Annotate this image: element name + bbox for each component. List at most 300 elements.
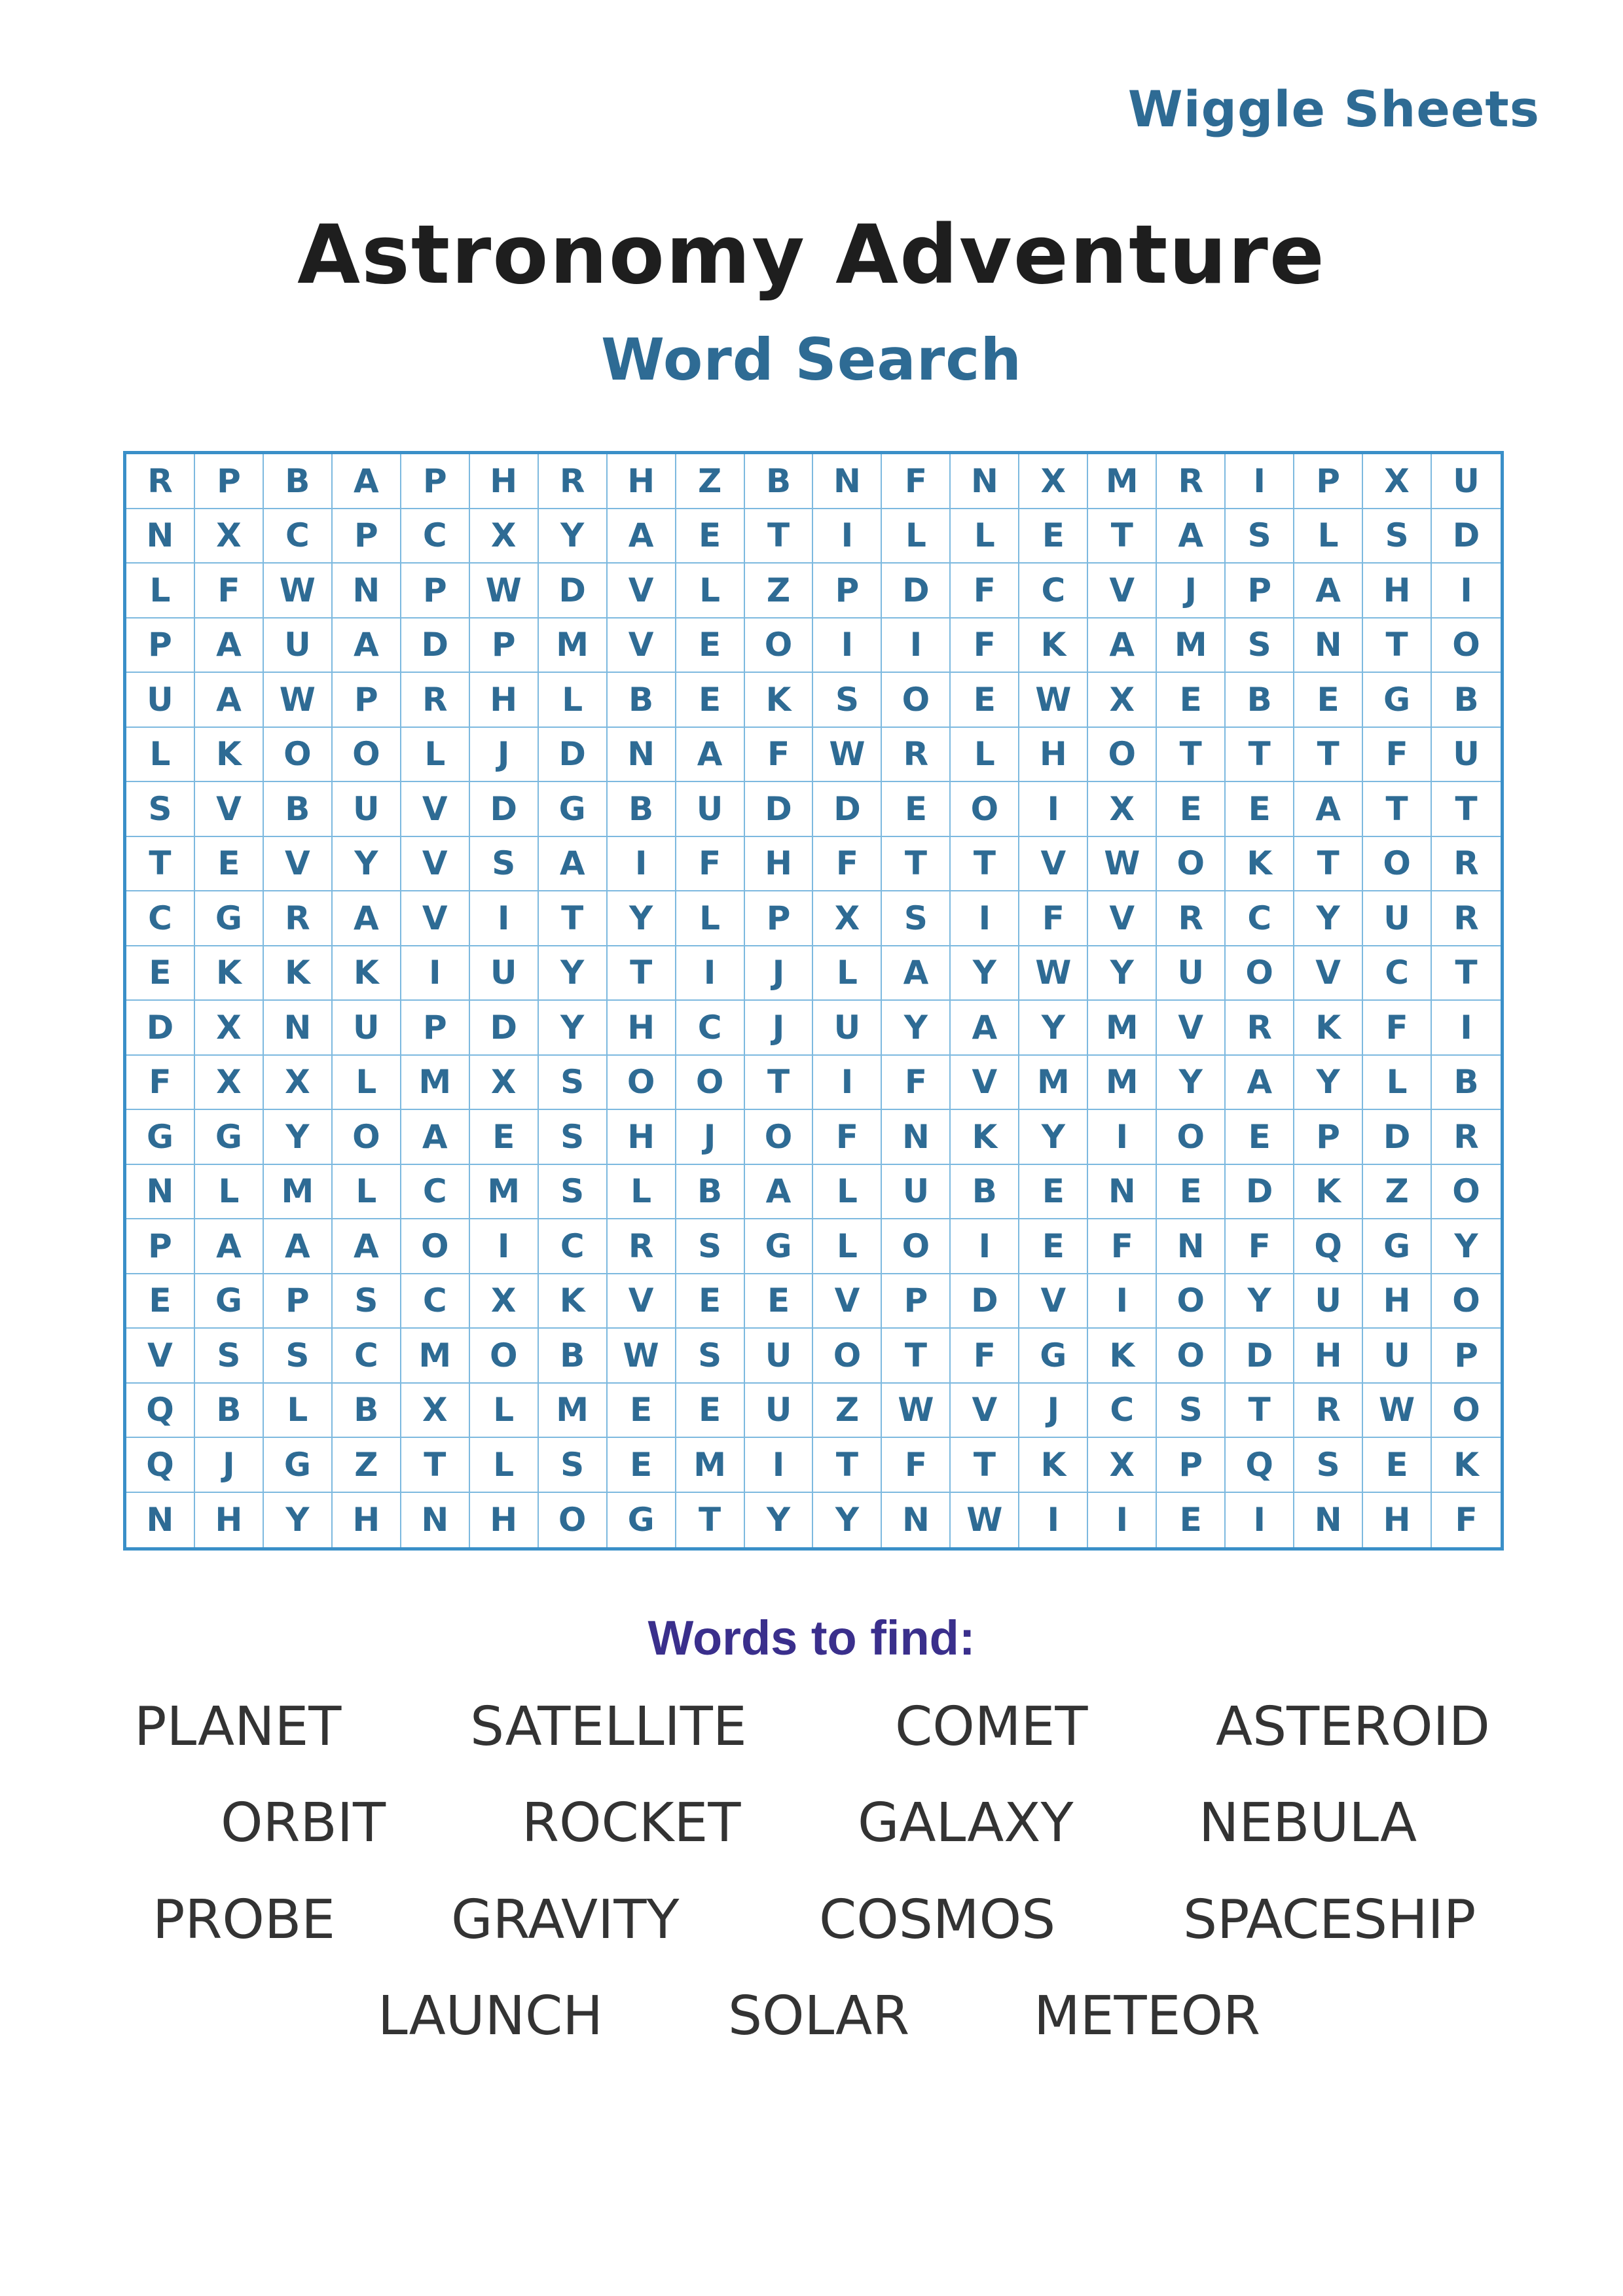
grid-cell: W	[813, 728, 882, 783]
grid-cell: N	[813, 454, 882, 509]
grid-cell: W	[264, 564, 333, 619]
grid-cell: N	[401, 1493, 470, 1548]
grid-cell: S	[1226, 509, 1294, 564]
grid-cell: O	[1432, 1165, 1501, 1220]
grid-cell: O	[1157, 1329, 1226, 1384]
grid-cell: N	[333, 564, 401, 619]
grid-cell: D	[470, 782, 539, 837]
grid-cell: O	[608, 1056, 676, 1111]
grid-cell: M	[1157, 619, 1226, 673]
grid-cell: Y	[608, 891, 676, 946]
grid-cell: M	[1019, 1056, 1088, 1111]
grid-cell: Y	[539, 1001, 608, 1056]
grid-cell: Y	[1019, 1110, 1088, 1165]
grid-cell: R	[126, 454, 195, 509]
grid-cell: P	[126, 1219, 195, 1274]
grid-cell: E	[1157, 1165, 1226, 1220]
grid-cell: H	[608, 454, 676, 509]
grid-cell: X	[470, 509, 539, 564]
grid-cell: O	[745, 619, 814, 673]
grid-cell: L	[882, 509, 951, 564]
grid-cell: N	[951, 454, 1019, 509]
grid-cell: A	[333, 891, 401, 946]
grid-cell: G	[1363, 673, 1432, 728]
grid-cell: E	[1157, 673, 1226, 728]
grid-cell: X	[470, 1274, 539, 1329]
grid-cell: K	[539, 1274, 608, 1329]
grid-cell: S	[333, 1274, 401, 1329]
grid-cell: A	[333, 454, 401, 509]
grid-cell: L	[126, 564, 195, 619]
word-item: SPACESHIP	[1183, 1889, 1476, 1951]
word-item: ROCKET	[522, 1792, 741, 1854]
grid-cell: V	[608, 1274, 676, 1329]
grid-cell: W	[1088, 837, 1157, 892]
grid-cell: W	[1363, 1384, 1432, 1439]
grid-cell: G	[745, 1219, 814, 1274]
grid-cell: V	[195, 782, 264, 837]
grid-cell: G	[195, 1274, 264, 1329]
grid-cell: L	[608, 1165, 676, 1220]
grid-cell: C	[401, 509, 470, 564]
grid-cell: I	[813, 1056, 882, 1111]
grid-cell: N	[1294, 1493, 1363, 1548]
grid-cell: P	[1226, 564, 1294, 619]
grid-cell: E	[676, 1274, 745, 1329]
grid-cell: Q	[126, 1438, 195, 1493]
grid-cell: N	[264, 1001, 333, 1056]
grid-cell: V	[264, 837, 333, 892]
grid-cell: Q	[1294, 1219, 1363, 1274]
grid-cell: F	[813, 837, 882, 892]
grid-cell: U	[745, 1329, 814, 1384]
grid-cell: J	[1019, 1384, 1088, 1439]
grid-cell: M	[1088, 1001, 1157, 1056]
grid-cell: X	[1363, 454, 1432, 509]
grid-cell: G	[195, 891, 264, 946]
grid-cell: A	[1226, 1056, 1294, 1111]
grid-cell: H	[470, 1493, 539, 1548]
word-item: PROBE	[153, 1889, 336, 1951]
grid-cell: O	[1226, 946, 1294, 1001]
grid-cell: E	[676, 619, 745, 673]
grid-cell: Y	[539, 509, 608, 564]
grid-cell: E	[745, 1274, 814, 1329]
grid-cell: G	[1019, 1329, 1088, 1384]
grid-cell: K	[1294, 1165, 1363, 1220]
grid-cell: F	[195, 564, 264, 619]
grid-cell: K	[1019, 619, 1088, 673]
grid-cell: T	[1088, 509, 1157, 564]
grid-cell: K	[264, 946, 333, 1001]
word-item: COSMOS	[819, 1889, 1056, 1951]
grid-cell: D	[539, 728, 608, 783]
grid-cell: E	[1363, 1438, 1432, 1493]
grid-cell: H	[1363, 1493, 1432, 1548]
grid-cell: T	[745, 509, 814, 564]
grid-cell: D	[813, 782, 882, 837]
grid-cell: A	[333, 619, 401, 673]
grid-cell: O	[1088, 728, 1157, 783]
grid-cell: O	[1432, 1384, 1501, 1439]
grid-cell: C	[126, 891, 195, 946]
grid-cell: L	[813, 1165, 882, 1220]
grid-cell: X	[264, 1056, 333, 1111]
grid-cell: C	[1363, 946, 1432, 1001]
grid-cell: R	[1226, 1001, 1294, 1056]
grid-cell: H	[470, 454, 539, 509]
grid-cell: L	[1294, 509, 1363, 564]
grid-cell: D	[1432, 509, 1501, 564]
grid-cell: P	[1432, 1329, 1501, 1384]
grid-cell: B	[264, 782, 333, 837]
grid-cell: J	[470, 728, 539, 783]
grid-cell: T	[1157, 728, 1226, 783]
grid-cell: K	[1432, 1438, 1501, 1493]
grid-cell: K	[745, 673, 814, 728]
grid-cell: T	[882, 837, 951, 892]
grid-cell: X	[470, 1056, 539, 1111]
grid-cell: A	[539, 837, 608, 892]
grid-cell: U	[676, 782, 745, 837]
grid-cell: M	[539, 1384, 608, 1439]
grid-cell: F	[951, 619, 1019, 673]
grid-cell: Y	[1294, 1056, 1363, 1111]
grid-cell: F	[745, 728, 814, 783]
grid-cell: R	[401, 673, 470, 728]
grid-cell: F	[1363, 728, 1432, 783]
grid-cell: W	[882, 1384, 951, 1439]
grid-cell: E	[676, 509, 745, 564]
grid-cell: Y	[333, 837, 401, 892]
grid-cell: G	[195, 1110, 264, 1165]
grid-cell: X	[195, 1056, 264, 1111]
grid-cell: V	[608, 619, 676, 673]
grid-cell: J	[1157, 564, 1226, 619]
grid-cell: G	[608, 1493, 676, 1548]
grid-cell: H	[608, 1110, 676, 1165]
grid-cell: F	[1088, 1219, 1157, 1274]
grid-cell: I	[676, 946, 745, 1001]
grid-cell: D	[745, 782, 814, 837]
grid-cell: W	[470, 564, 539, 619]
grid-cell: S	[539, 1056, 608, 1111]
grid-cell: D	[539, 564, 608, 619]
grid-cell: O	[676, 1056, 745, 1111]
grid-cell: P	[1294, 454, 1363, 509]
grid-cell: S	[126, 782, 195, 837]
grid-cell: O	[1432, 619, 1501, 673]
grid-cell: D	[1226, 1329, 1294, 1384]
word-item: ASTEROID	[1216, 1696, 1490, 1758]
grid-cell: S	[539, 1438, 608, 1493]
grid-cell: M	[401, 1056, 470, 1111]
grid-cell: R	[1432, 1110, 1501, 1165]
grid-cell: I	[470, 1219, 539, 1274]
grid-cell: B	[195, 1384, 264, 1439]
grid-cell: C	[1019, 564, 1088, 619]
grid-cell: O	[745, 1110, 814, 1165]
grid-cell: D	[470, 1001, 539, 1056]
grid-cell: I	[470, 891, 539, 946]
grid-cell: M	[676, 1438, 745, 1493]
grid-cell: G	[539, 782, 608, 837]
grid-cell: F	[1019, 891, 1088, 946]
grid-cell: L	[539, 673, 608, 728]
grid-cell: L	[676, 564, 745, 619]
grid-cell: A	[1088, 619, 1157, 673]
grid-cell: R	[1432, 837, 1501, 892]
grid-cell: U	[1363, 891, 1432, 946]
grid-cell: E	[1294, 673, 1363, 728]
grid-cell: P	[401, 564, 470, 619]
grid-cell: T	[1294, 728, 1363, 783]
grid-cell: F	[813, 1110, 882, 1165]
grid-cell: D	[882, 564, 951, 619]
grid-cell: P	[333, 509, 401, 564]
grid-cell: T	[1432, 782, 1501, 837]
grid-cell: B	[333, 1384, 401, 1439]
grid-cell: E	[882, 782, 951, 837]
grid-cell: E	[608, 1438, 676, 1493]
grid-cell: U	[126, 673, 195, 728]
grid-cell: U	[333, 782, 401, 837]
grid-cell: T	[126, 837, 195, 892]
grid-cell: V	[951, 1056, 1019, 1111]
grid-cell: U	[813, 1001, 882, 1056]
grid-cell: S	[470, 837, 539, 892]
grid-cell: W	[1019, 673, 1088, 728]
grid-cell: I	[1088, 1274, 1157, 1329]
grid-cell: T	[1363, 782, 1432, 837]
grid-cell: A	[401, 1110, 470, 1165]
grid-cell: V	[1157, 1001, 1226, 1056]
grid-cell: H	[333, 1493, 401, 1548]
grid-cell: P	[1157, 1438, 1226, 1493]
grid-cell: O	[882, 673, 951, 728]
grid-cell: P	[401, 1001, 470, 1056]
grid-cell: S	[1226, 619, 1294, 673]
grid-cell: H	[1363, 564, 1432, 619]
grid-cell: D	[1363, 1110, 1432, 1165]
grid-cell: V	[1294, 946, 1363, 1001]
grid-cell: O	[813, 1329, 882, 1384]
grid-cell: W	[1019, 946, 1088, 1001]
grid-cell: C	[1226, 891, 1294, 946]
grid-cell: E	[1226, 1110, 1294, 1165]
grid-cell: Y	[1432, 1219, 1501, 1274]
grid-cell: K	[1019, 1438, 1088, 1493]
grid-cell: L	[126, 728, 195, 783]
grid-cell: L	[813, 946, 882, 1001]
grid-cell: F	[1363, 1001, 1432, 1056]
grid-cell: E	[676, 673, 745, 728]
grid-cell: N	[1088, 1165, 1157, 1220]
grid-cell: P	[470, 619, 539, 673]
grid-cell: G	[126, 1110, 195, 1165]
grid-cell: V	[126, 1329, 195, 1384]
grid-cell: P	[813, 564, 882, 619]
grid-cell: M	[470, 1165, 539, 1220]
grid-cell: N	[608, 728, 676, 783]
grid-cell: O	[333, 728, 401, 783]
grid-cell: O	[951, 782, 1019, 837]
grid-cell: Y	[264, 1110, 333, 1165]
grid-cell: C	[676, 1001, 745, 1056]
grid-cell: E	[608, 1384, 676, 1439]
grid-cell: A	[1294, 564, 1363, 619]
grid-cell: T	[951, 1438, 1019, 1493]
grid-cell: A	[195, 619, 264, 673]
grid-cell: R	[1432, 891, 1501, 946]
word-search-grid	[123, 451, 1504, 1551]
grid-cell: T	[882, 1329, 951, 1384]
grid-cell: E	[951, 673, 1019, 728]
grid-cell: F	[126, 1056, 195, 1111]
grid-cell: I	[1432, 564, 1501, 619]
grid-cell: N	[1294, 619, 1363, 673]
grid-cell: N	[126, 1493, 195, 1548]
grid-cell: H	[1294, 1329, 1363, 1384]
grid-cell: O	[401, 1219, 470, 1274]
grid-cell: F	[676, 837, 745, 892]
grid-cell: I	[1088, 1110, 1157, 1165]
grid-cell: M	[401, 1329, 470, 1384]
grid-cell: S	[264, 1329, 333, 1384]
grid-cell: U	[1363, 1329, 1432, 1384]
grid-cell: V	[1019, 837, 1088, 892]
grid-cell: J	[745, 946, 814, 1001]
grid-cell: U	[1157, 946, 1226, 1001]
page-subtitle: Word Search	[600, 326, 1023, 393]
grid-cell: C	[264, 509, 333, 564]
grid-cell: I	[951, 1219, 1019, 1274]
grid-cell: T	[1294, 837, 1363, 892]
grid-cell: P	[333, 673, 401, 728]
grid-cell: O	[333, 1110, 401, 1165]
grid-cell: D	[401, 619, 470, 673]
grid-cell: U	[264, 619, 333, 673]
grid-cell: C	[539, 1219, 608, 1274]
grid-cell: B	[1432, 1056, 1501, 1111]
grid-cell: F	[1226, 1219, 1294, 1274]
grid-cell: B	[264, 454, 333, 509]
grid-cell: S	[195, 1329, 264, 1384]
grid-cell: B	[539, 1329, 608, 1384]
grid-cell: Y	[539, 946, 608, 1001]
grid-cell: V	[401, 891, 470, 946]
grid-cell: K	[333, 946, 401, 1001]
grid-cell: Y	[882, 1001, 951, 1056]
grid-cell: V	[401, 782, 470, 837]
grid-cell: R	[608, 1219, 676, 1274]
grid-cell: E	[195, 837, 264, 892]
grid-cell: Q	[1226, 1438, 1294, 1493]
grid-cell: T	[745, 1056, 814, 1111]
grid-cell: R	[1157, 454, 1226, 509]
word-item: COMET	[895, 1696, 1088, 1758]
grid-cell: J	[676, 1110, 745, 1165]
grid-cell: Y	[1294, 891, 1363, 946]
grid-cell: G	[264, 1438, 333, 1493]
grid-cell: P	[401, 454, 470, 509]
grid-cell: L	[813, 1219, 882, 1274]
grid-cell: P	[882, 1274, 951, 1329]
grid-cell: T	[539, 891, 608, 946]
grid-cell: Y	[813, 1493, 882, 1548]
grid-cell: S	[539, 1165, 608, 1220]
grid-cell: I	[745, 1438, 814, 1493]
grid-cell: O	[264, 728, 333, 783]
grid-cell: L	[333, 1165, 401, 1220]
grid-cell: Z	[745, 564, 814, 619]
grid-cell: O	[1363, 837, 1432, 892]
grid-cell: V	[608, 564, 676, 619]
grid-cell: P	[264, 1274, 333, 1329]
grid-cell: R	[539, 454, 608, 509]
grid-cell: U	[882, 1165, 951, 1220]
grid-cell: Y	[264, 1493, 333, 1548]
grid-cell: W	[264, 673, 333, 728]
grid-cell: A	[195, 673, 264, 728]
grid-cell: C	[401, 1165, 470, 1220]
grid-cell: B	[1432, 673, 1501, 728]
grid-cell: P	[195, 454, 264, 509]
grid-cell: K	[1088, 1329, 1157, 1384]
grid-cell: T	[951, 837, 1019, 892]
grid-cell: Y	[1157, 1056, 1226, 1111]
grid-cell: C	[1088, 1384, 1157, 1439]
grid-cell: F	[882, 454, 951, 509]
grid-cell: C	[401, 1274, 470, 1329]
grid-cell: F	[882, 1438, 951, 1493]
grid-cell: F	[951, 1329, 1019, 1384]
grid-cell: O	[882, 1219, 951, 1274]
grid-cell: I	[1226, 454, 1294, 509]
grid-cell: E	[126, 946, 195, 1001]
grid-cell: V	[1088, 564, 1157, 619]
grid-cell: S	[1157, 1384, 1226, 1439]
grid-cell: W	[608, 1329, 676, 1384]
grid-cell: O	[1157, 837, 1226, 892]
grid-cell: U	[1432, 454, 1501, 509]
grid-cell: V	[951, 1384, 1019, 1439]
grid-cell: H	[1363, 1274, 1432, 1329]
grid-cell: T	[1432, 946, 1501, 1001]
grid-cell: O	[470, 1329, 539, 1384]
grid-cell: Y	[1088, 946, 1157, 1001]
grid-cell: E	[1157, 782, 1226, 837]
grid-cell: S	[1363, 509, 1432, 564]
grid-cell: H	[470, 673, 539, 728]
grid-cell: U	[470, 946, 539, 1001]
grid-cell: X	[1088, 673, 1157, 728]
grid-cell: L	[195, 1165, 264, 1220]
grid-cell: I	[1019, 1493, 1088, 1548]
grid-cell: L	[470, 1384, 539, 1439]
grid-cell: J	[195, 1438, 264, 1493]
grid-cell: I	[813, 509, 882, 564]
grid-cell: T	[1363, 619, 1432, 673]
grid-cell: I	[813, 619, 882, 673]
grid-cell: A	[951, 1001, 1019, 1056]
word-item: LAUNCH	[378, 1985, 603, 2047]
grid-cell: A	[745, 1165, 814, 1220]
grid-cell: H	[608, 1001, 676, 1056]
grid-cell: E	[1019, 1165, 1088, 1220]
page-title: Astronomy Adventure	[297, 208, 1326, 302]
grid-cell: K	[1294, 1001, 1363, 1056]
